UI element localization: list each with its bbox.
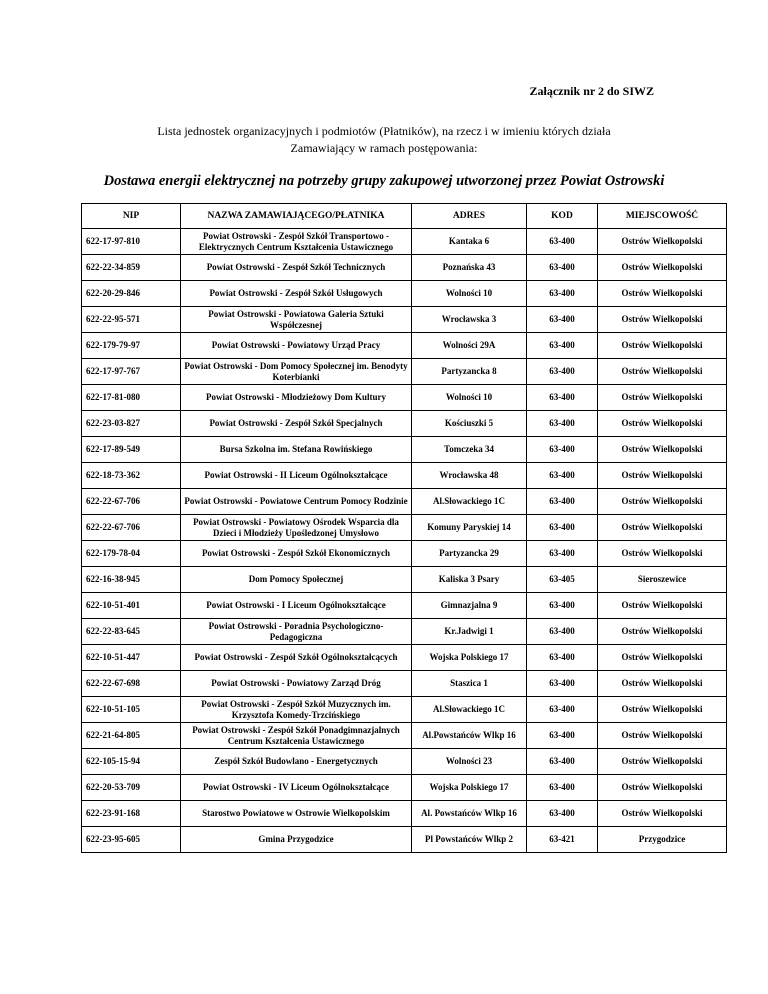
attachment-label: Załącznik nr 2 do SIWZ xyxy=(529,84,654,98)
header-name: NAZWA ZAMAWIAJĄCEGO/PŁATNIKA xyxy=(181,204,412,229)
cell-city: Ostrów Wielkopolski xyxy=(598,307,727,333)
cell-address: Wolności 23 xyxy=(412,749,527,775)
cell-code: 63-400 xyxy=(527,593,598,619)
cell-city: Ostrów Wielkopolski xyxy=(598,229,727,255)
cell-address: Al. Powstańców Wlkp 16 xyxy=(412,801,527,827)
cell-city: Ostrów Wielkopolski xyxy=(598,619,727,645)
cell-address: Tomczeka 34 xyxy=(412,437,527,463)
cell-city: Sieroszewice xyxy=(598,567,727,593)
cell-address: Partyzancka 8 xyxy=(412,359,527,385)
cell-address: Al.Słowackiego 1C xyxy=(412,697,527,723)
cell-address: Wrocławska 3 xyxy=(412,307,527,333)
cell-address: Wrocławska 48 xyxy=(412,463,527,489)
cell-code: 63-400 xyxy=(527,489,598,515)
table-row xyxy=(82,827,727,853)
table-row xyxy=(82,697,727,723)
cell-nip: 622-10-51-105 xyxy=(82,697,181,723)
cell-name: Zespół Szkół Budowlano - Energetycznych xyxy=(181,749,412,775)
table-row xyxy=(82,385,727,411)
cell-nip: 622-22-95-571 xyxy=(82,307,181,333)
cell-nip: 622-10-51-447 xyxy=(82,645,181,671)
cell-code: 63-400 xyxy=(527,411,598,437)
cell-city: Ostrów Wielkopolski xyxy=(598,515,727,541)
cell-name: Powiat Ostrowski - Zespół Szkół Usługowych xyxy=(181,281,412,307)
cell-city: Ostrów Wielkopolski xyxy=(598,489,727,515)
cell-nip: 622-22-67-698 xyxy=(82,671,181,697)
cell-nip: 622-17-81-080 xyxy=(82,385,181,411)
table-row xyxy=(82,567,727,593)
cell-name: Powiat Ostrowski - Powiatowy Zarząd Dróg xyxy=(181,671,412,697)
cell-city: Ostrów Wielkopolski xyxy=(598,463,727,489)
table-row xyxy=(82,333,727,359)
cell-address: Wolności 29A xyxy=(412,333,527,359)
cell-city: Ostrów Wielkopolski xyxy=(598,437,727,463)
cell-city: Ostrów Wielkopolski xyxy=(598,359,727,385)
cell-nip: 622-23-03-827 xyxy=(82,411,181,437)
cell-city: Ostrów Wielkopolski xyxy=(598,281,727,307)
cell-nip: 622-179-78-04 xyxy=(82,541,181,567)
cell-name: Powiat Ostrowski - Dom Pomocy Społecznej im. Benodyty Koterbianki xyxy=(181,359,412,385)
cell-city: Ostrów Wielkopolski xyxy=(598,333,727,359)
cell-city: Przygodzice xyxy=(598,827,727,853)
cell-name: Bursa Szkolna im. Stefana Rowińskiego xyxy=(181,437,412,463)
cell-code: 63-400 xyxy=(527,723,598,749)
cell-name: Gmina Przygodzice xyxy=(181,827,412,853)
cell-name: Powiat Ostrowski - Zespół Szkół Specjalnych xyxy=(181,411,412,437)
cell-code: 63-400 xyxy=(527,671,598,697)
cell-city: Ostrów Wielkopolski xyxy=(598,697,727,723)
cell-address: Pl Powstańców Wlkp 2 xyxy=(412,827,527,853)
cell-address: Kościuszki 5 xyxy=(412,411,527,437)
cell-code: 63-400 xyxy=(527,697,598,723)
cell-address: Wojska Polskiego 17 xyxy=(412,645,527,671)
table-row xyxy=(82,619,727,645)
cell-city: Ostrów Wielkopolski xyxy=(598,775,727,801)
cell-code: 63-400 xyxy=(527,255,598,281)
table-row xyxy=(82,749,727,775)
cell-nip: 622-17-89-549 xyxy=(82,437,181,463)
cell-code: 63-400 xyxy=(527,281,598,307)
cell-code: 63-400 xyxy=(527,307,598,333)
cell-city: Ostrów Wielkopolski xyxy=(598,255,727,281)
cell-code: 63-400 xyxy=(527,541,598,567)
cell-name: Powiat Ostrowski - Zespół Szkół Ekonomicznych xyxy=(181,541,412,567)
cell-address: Al.Słowackiego 1C xyxy=(412,489,527,515)
intro-line-2: Zamawiający w ramach postępowania: xyxy=(290,141,478,155)
table-row xyxy=(82,671,727,697)
cell-name: Powiat Ostrowski - II Liceum Ogólnokształcące xyxy=(181,463,412,489)
cell-address: Kantaka 6 xyxy=(412,229,527,255)
cell-code: 63-421 xyxy=(527,827,598,853)
cell-code: 63-400 xyxy=(527,515,598,541)
cell-name: Powiat Ostrowski - I Liceum Ogólnokształcące xyxy=(181,593,412,619)
table-row xyxy=(82,463,727,489)
header-address: ADRES xyxy=(412,204,527,229)
cell-code: 63-400 xyxy=(527,385,598,411)
cell-code: 63-400 xyxy=(527,333,598,359)
document-title: Dostawa energii elektrycznej na potrzeby grupy zakupowej utworzonej przez Powiat Ostrowski xyxy=(103,173,665,189)
cell-nip: 622-17-97-767 xyxy=(82,359,181,385)
cell-address: Partyzancka 29 xyxy=(412,541,527,567)
cell-address: Kr.Jadwigi 1 xyxy=(412,619,527,645)
cell-code: 63-400 xyxy=(527,645,598,671)
cell-name: Powiat Ostrowski - Poradnia Psychologiczno-Pedagogiczna xyxy=(181,619,412,645)
table-row xyxy=(82,255,727,281)
cell-nip: 622-105-15-94 xyxy=(82,749,181,775)
cell-code: 63-400 xyxy=(527,775,598,801)
cell-code: 63-400 xyxy=(527,619,598,645)
cell-nip: 622-10-51-401 xyxy=(82,593,181,619)
intro-line-1: Lista jednostek organizacyjnych i podmiotów (Płatników), na rzecz i w imieniu których działa xyxy=(157,124,611,138)
table-body xyxy=(82,229,727,853)
cell-nip: 622-23-91-168 xyxy=(82,801,181,827)
cell-nip: 622-20-29-846 xyxy=(82,281,181,307)
cell-name: Powiat Ostrowski - Powiatowy Ośrodek Wsparcia dla Dzieci i Młodzieży Upośledzonej Umysłowo xyxy=(181,515,412,541)
table-row xyxy=(82,411,727,437)
header-nip: NIP xyxy=(82,204,181,229)
cell-city: Ostrów Wielkopolski xyxy=(598,749,727,775)
cell-code: 63-400 xyxy=(527,229,598,255)
cell-name: Powiat Ostrowski - Młodzieżowy Dom Kultury xyxy=(181,385,412,411)
cell-nip: 622-22-34-859 xyxy=(82,255,181,281)
cell-address: Wolności 10 xyxy=(412,281,527,307)
cell-name: Powiat Ostrowski - Zespół Szkół Ponadgimnazjalnych Centrum Kształcenia Ustawicznego xyxy=(181,723,412,749)
table-row xyxy=(82,515,727,541)
cell-nip: 622-17-97-810 xyxy=(82,229,181,255)
cell-address: Poznańska 43 xyxy=(412,255,527,281)
cell-nip: 622-16-38-945 xyxy=(82,567,181,593)
cell-name: Powiat Ostrowski - Zespół Szkół Technicznych xyxy=(181,255,412,281)
table-row xyxy=(82,489,727,515)
cell-code: 63-400 xyxy=(527,463,598,489)
table-row xyxy=(82,801,727,827)
cell-name: Powiat Ostrowski - Powiatowy Urząd Pracy xyxy=(181,333,412,359)
cell-city: Ostrów Wielkopolski xyxy=(598,645,727,671)
cell-code: 63-405 xyxy=(527,567,598,593)
cell-name: Starostwo Powiatowe w Ostrowie Wielkopolskim xyxy=(181,801,412,827)
cell-city: Ostrów Wielkopolski xyxy=(598,593,727,619)
table-row xyxy=(82,229,727,255)
cell-city: Ostrów Wielkopolski xyxy=(598,671,727,697)
cell-name: Powiat Ostrowski - IV Liceum Ogólnokształcące xyxy=(181,775,412,801)
table-row xyxy=(82,775,727,801)
cell-code: 63-400 xyxy=(527,437,598,463)
cell-nip: 622-22-67-706 xyxy=(82,489,181,515)
cell-address: Gimnazjalna 9 xyxy=(412,593,527,619)
cell-address: Al.Powstańców Wlkp 16 xyxy=(412,723,527,749)
cell-nip: 622-18-73-362 xyxy=(82,463,181,489)
intro-text xyxy=(0,123,768,157)
cell-name: Powiat Ostrowski - Powiatowa Galeria Sztuki Współczesnej xyxy=(181,307,412,333)
cell-name: Powiat Ostrowski - Powiatowe Centrum Pomocy Rodzinie xyxy=(181,489,412,515)
table-header-row xyxy=(82,204,727,229)
table-row xyxy=(82,723,727,749)
cell-address: Kaliska 3 Psary xyxy=(412,567,527,593)
cell-city: Ostrów Wielkopolski xyxy=(598,411,727,437)
header-code: KOD xyxy=(527,204,598,229)
cell-nip: 622-22-67-706 xyxy=(82,515,181,541)
cell-nip: 622-23-95-605 xyxy=(82,827,181,853)
table-row xyxy=(82,593,727,619)
cell-name: Powiat Ostrowski - Zespół Szkół Transportowo - Elektrycznych Centrum Kształcenia Ustawicznego xyxy=(181,229,412,255)
cell-name: Dom Pomocy Społecznej xyxy=(181,567,412,593)
cell-name: Powiat Ostrowski - Zespół Szkół Ogólnokształcących xyxy=(181,645,412,671)
units-table xyxy=(81,203,727,853)
cell-address: Komuny Paryskiej 14 xyxy=(412,515,527,541)
cell-city: Ostrów Wielkopolski xyxy=(598,723,727,749)
cell-code: 63-400 xyxy=(527,801,598,827)
table-row xyxy=(82,281,727,307)
table-row xyxy=(82,645,727,671)
cell-nip: 622-22-83-645 xyxy=(82,619,181,645)
header-city: MIEJSCOWOŚĆ xyxy=(598,204,727,229)
cell-address: Staszica 1 xyxy=(412,671,527,697)
cell-address: Wolności 10 xyxy=(412,385,527,411)
cell-nip: 622-20-53-709 xyxy=(82,775,181,801)
cell-nip: 622-179-79-97 xyxy=(82,333,181,359)
cell-address: Wojska Polskiego 17 xyxy=(412,775,527,801)
cell-code: 63-400 xyxy=(527,359,598,385)
table-row xyxy=(82,437,727,463)
cell-city: Ostrów Wielkopolski xyxy=(598,541,727,567)
table-row xyxy=(82,307,727,333)
cell-city: Ostrów Wielkopolski xyxy=(598,801,727,827)
cell-name: Powiat Ostrowski - Zespół Szkół Muzycznych im. Krzysztofa Komedy-Trzcińskiego xyxy=(181,697,412,723)
table-row xyxy=(82,541,727,567)
cell-code: 63-400 xyxy=(527,749,598,775)
table-row xyxy=(82,359,727,385)
cell-city: Ostrów Wielkopolski xyxy=(598,385,727,411)
cell-nip: 622-21-64-805 xyxy=(82,723,181,749)
